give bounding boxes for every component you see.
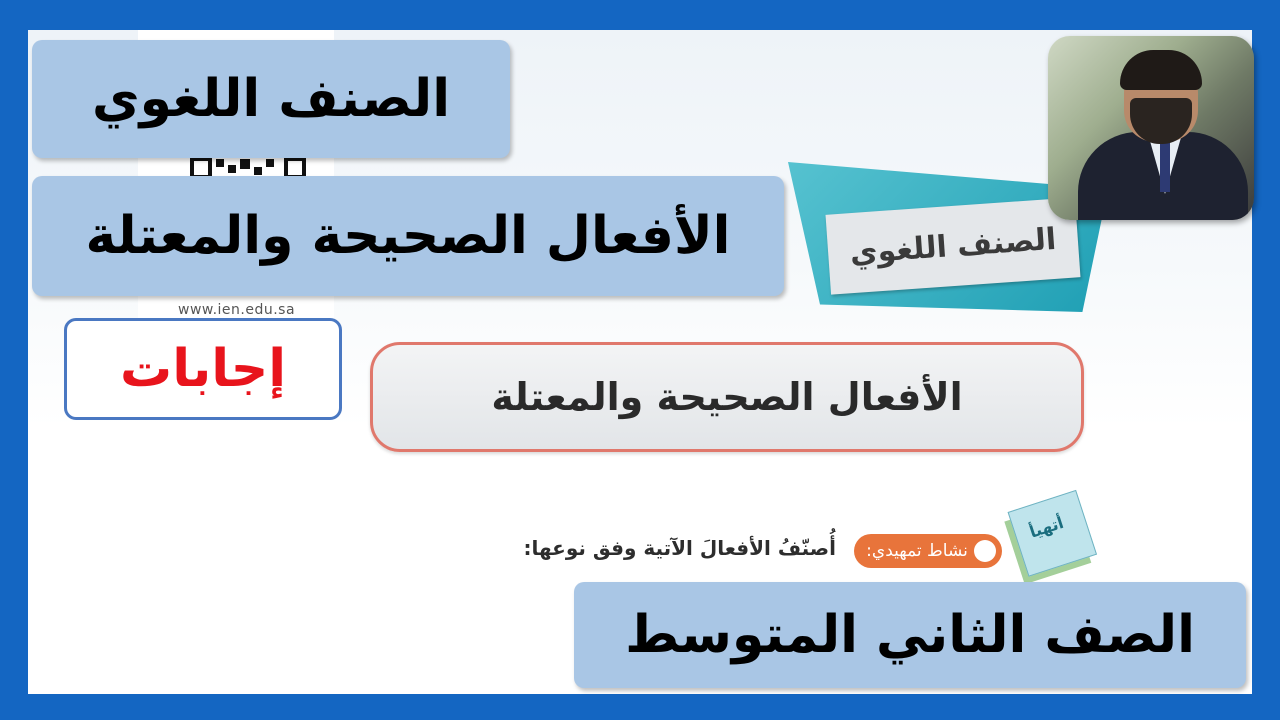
- badge-circle-icon: [974, 540, 996, 562]
- tie: [1160, 136, 1170, 192]
- answers-label: إجابات: [64, 318, 342, 420]
- activity-prompt: أُصنّفُ الأفعالَ الآتية وفق نوعها:: [523, 536, 836, 560]
- teacher-photo: [1048, 36, 1254, 220]
- banner-label: الصنف اللغوي: [826, 197, 1081, 294]
- lesson-title: الأفعال الصحيحة والمعتلة: [32, 176, 784, 296]
- topic-label: الصنف اللغوي: [32, 40, 510, 158]
- website-url: www.ien.edu.sa: [178, 302, 296, 318]
- book-tag: أتهيأ: [1027, 512, 1066, 542]
- activity-badge: [854, 534, 1002, 568]
- hair: [1120, 50, 1202, 90]
- lesson-title-box: الأفعال الصحيحة والمعتلة: [370, 342, 1084, 452]
- activity-badge-label: نشاط تمهيدي:: [866, 541, 968, 561]
- grade-label: الصف الثاني المتوسط: [574, 582, 1246, 688]
